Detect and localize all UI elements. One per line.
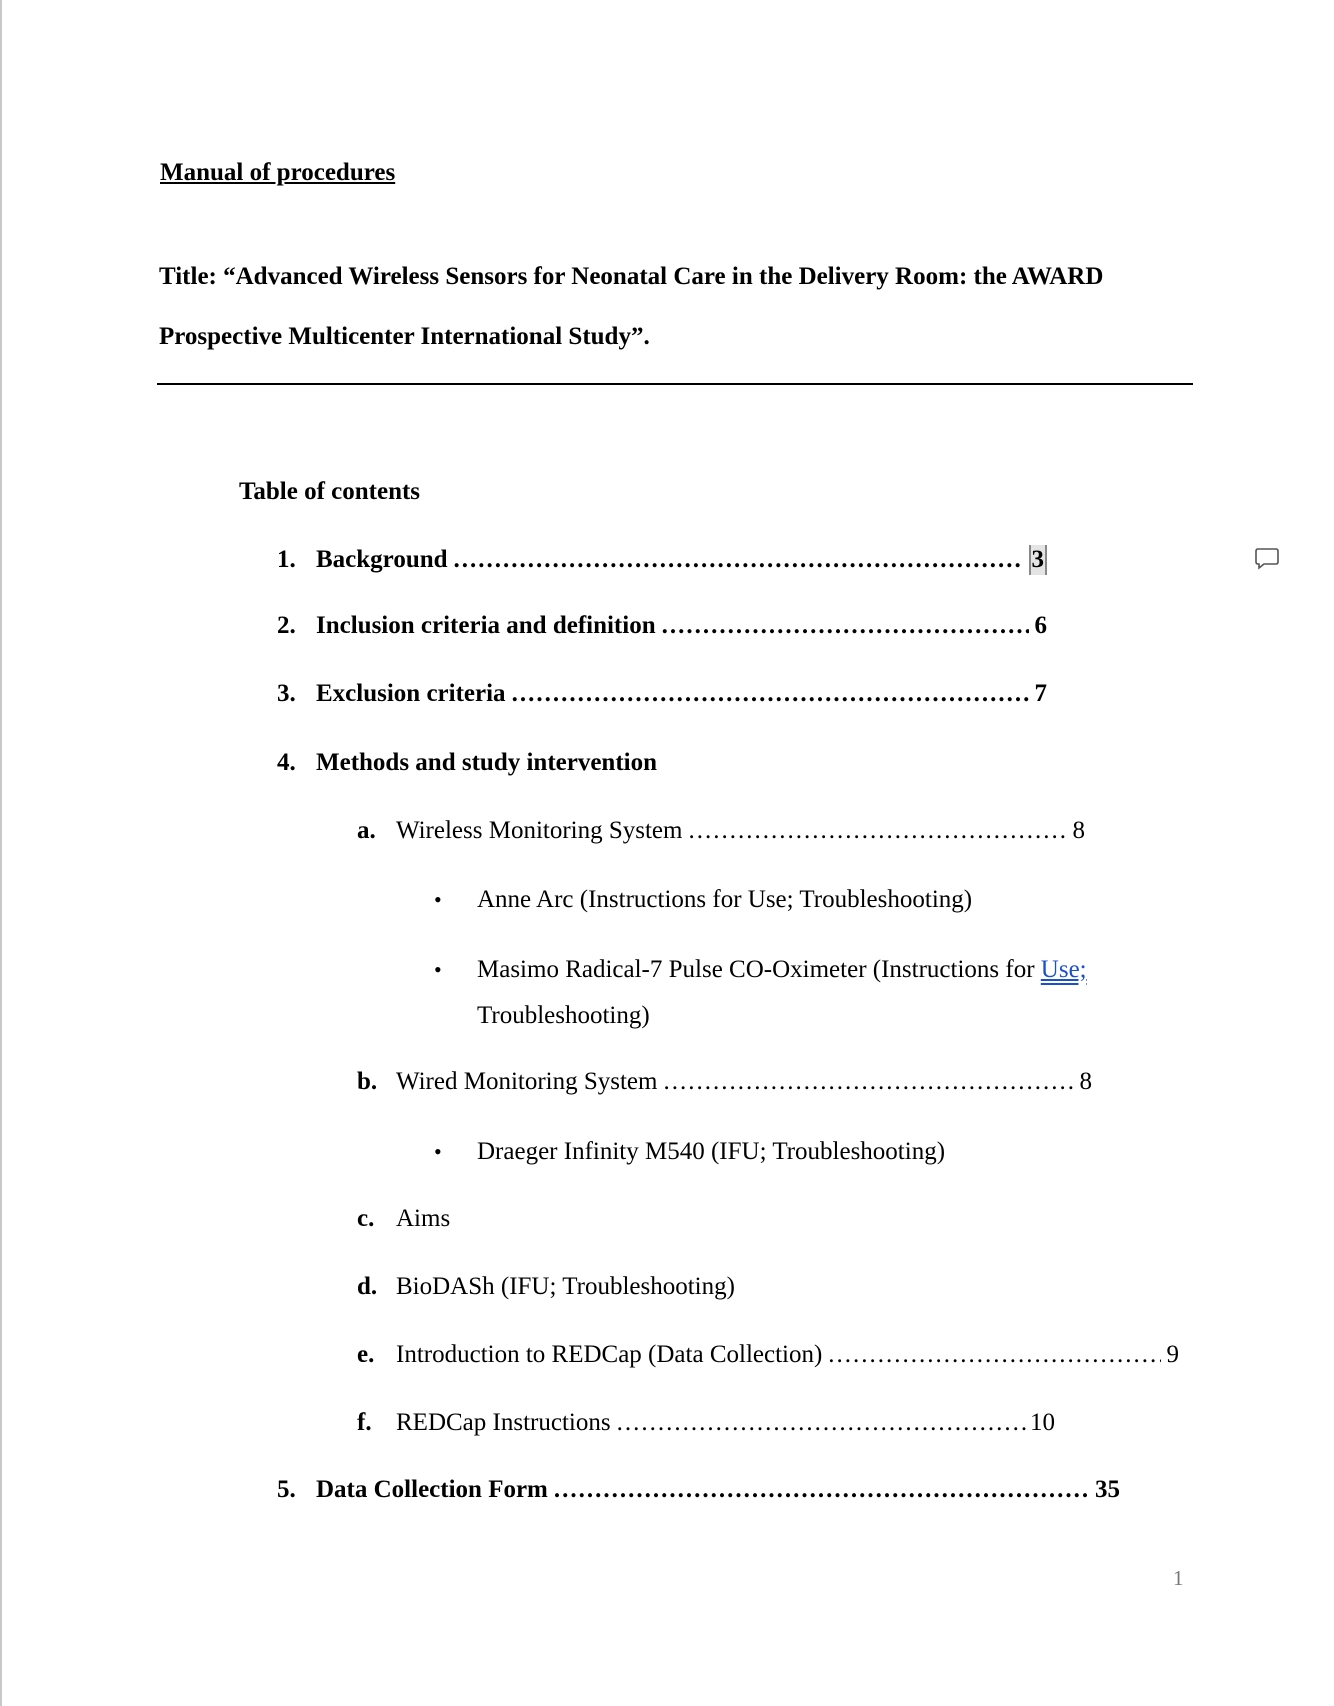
title-line-1: Title: “Advanced Wireless Sensors for Neonatal Care in the Delivery Room: the AWARD: [159, 263, 1104, 290]
toc-item-text: Background: [316, 546, 448, 573]
toc-page-number: 8: [1079, 1068, 1092, 1095]
dot-leader: [828, 1340, 1160, 1370]
toc-item-number: 5.: [277, 1476, 296, 1503]
bullet-draeger: Draeger Infinity M540 (IFU; Troubleshooting): [477, 1138, 946, 1165]
toc-item-exclusion[interactable]: [277, 679, 1047, 709]
toc-item-text: Data Collection Form: [316, 1476, 548, 1503]
toc-item-text: Inclusion criteria and definition: [316, 612, 656, 639]
comment-icon[interactable]: [1254, 546, 1280, 574]
toc-heading: Table of contents: [239, 478, 421, 505]
toc-page-number: 7: [1034, 680, 1047, 707]
toc-item-text: Methods and study intervention: [316, 749, 658, 776]
toc-subitem-text: REDCap Instructions: [396, 1409, 611, 1436]
toc-page-number: 9: [1166, 1341, 1179, 1368]
toc-item-inclusion[interactable]: [277, 611, 1047, 641]
toc-item-text: Exclusion criteria: [316, 680, 506, 707]
toc-subitem-letter: b.: [357, 1068, 378, 1095]
toc-subitem-text: Introduction to REDCap (Data Collection): [396, 1341, 823, 1368]
page-number: 1: [1173, 1566, 1184, 1590]
toc-item-number: 1.: [277, 546, 296, 573]
toc-item-background[interactable]: [277, 545, 1047, 575]
toc-subitem-wireless[interactable]: [357, 816, 1085, 846]
toc-page-number: 10: [1030, 1409, 1055, 1436]
toc-subitem-letter: c.: [357, 1205, 375, 1232]
toc-subitem-letter: e.: [357, 1341, 375, 1368]
dot-leader: [454, 545, 1023, 575]
document-heading: Manual of procedures: [160, 159, 396, 186]
toc-subitem-biodash[interactable]: [357, 1272, 735, 1302]
bullet-masimo-cont: Troubleshooting): [477, 1002, 650, 1029]
horizontal-rule: [157, 383, 1193, 385]
toc-subitem-letter: f.: [357, 1409, 372, 1436]
bullet-icon: •: [434, 957, 442, 982]
bullet-icon: •: [434, 887, 442, 912]
toc-subitem-letter: d.: [357, 1273, 378, 1300]
toc-page-number: 8: [1072, 817, 1085, 844]
dot-leader: [617, 1408, 1030, 1438]
tracked-change: Use;: [1040, 956, 1087, 983]
toc-subitem-aims[interactable]: [357, 1204, 450, 1234]
toc-page-number: 35: [1095, 1476, 1120, 1503]
dot-leader: [663, 1067, 1073, 1097]
toc-subitem-redcap-intro[interactable]: [357, 1340, 1179, 1370]
toc-item-methods[interactable]: [277, 748, 657, 778]
dot-leader: [554, 1475, 1089, 1505]
toc-subitem-wired[interactable]: [357, 1067, 1092, 1097]
bullet-icon: •: [434, 1139, 442, 1164]
title-line-2: Prospective Multicenter International Study”.: [159, 323, 650, 350]
toc-item-number: 3.: [277, 680, 296, 707]
toc-page-number: 6: [1034, 612, 1047, 639]
bullet-masimo: [477, 955, 1087, 985]
dot-leader: [512, 679, 1029, 709]
toc-subitem-text: Wireless Monitoring System: [396, 817, 683, 844]
toc-subitem-text: Wired Monitoring System: [396, 1068, 658, 1095]
toc-subitem-redcap-instructions[interactable]: [357, 1408, 1055, 1438]
dot-leader: [662, 611, 1029, 641]
toc-item-number: 4.: [277, 749, 296, 776]
toc-item-data-collection[interactable]: [277, 1475, 1120, 1505]
toc-subitem-letter: a.: [357, 817, 376, 844]
bullet-masimo-text: Masimo Radical-7 Pulse CO-Oximeter (Instructions for: [477, 956, 1041, 983]
toc-item-number: 2.: [277, 612, 296, 639]
bullet-anne-arc: Anne Arc (Instructions for Use; Troubleshooting): [477, 886, 973, 913]
dot-leader: [688, 816, 1066, 846]
page-left-edge: [0, 0, 2, 1706]
toc-subitem-text: BioDASh (IFU; Troubleshooting): [396, 1273, 735, 1300]
toc-subitem-text: Aims: [396, 1205, 451, 1232]
toc-page-number: 3: [1029, 545, 1048, 575]
